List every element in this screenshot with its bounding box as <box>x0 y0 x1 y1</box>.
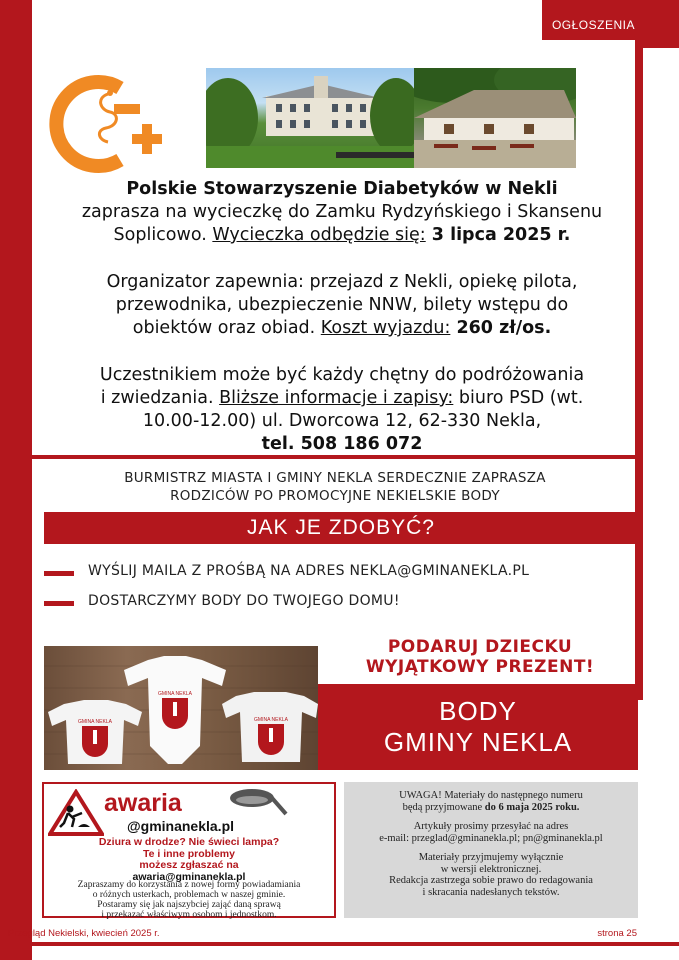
body-gminy-nekla-banner <box>318 684 638 770</box>
page-number: strona 25 <box>597 928 637 939</box>
notice-line-3: Artykuły prosimy przesyłać na adres <box>413 821 569 832</box>
cost-label: Koszt wyjazdu: <box>320 318 451 338</box>
step-2-bullet <box>44 601 74 606</box>
notice-emails: e-mail: przeglad@gminanekla.pl; pn@gminanekla.pl <box>379 832 603 844</box>
organizer-line-3: obiektów oraz obiad. Koszt wyjazdu: 260 zł/os. <box>132 318 552 338</box>
awaria-d1: Zapraszamy do korzystania z nowej formy powiadamiania <box>77 880 301 890</box>
notice-line-8: i skracania nadesłanych tekstów. <box>422 886 560 898</box>
gift-line-1: PODARUJ DZIECKU <box>387 637 573 657</box>
awaria-email: awaria@gminanekla.pl <box>132 870 246 883</box>
gift-slogan <box>330 637 630 677</box>
castle-photo <box>206 68 414 168</box>
notice-line-1: UWAGA! Materiały do następnego numeru <box>399 790 583 801</box>
banner-line-2: GMINY NEKLA <box>383 727 573 757</box>
garment-label-right: GMINA NEKLA <box>254 717 288 723</box>
editorial-notice-box <box>344 782 638 918</box>
invite-line-2: RODZICÓW PO PROMOCYJNE NEKIELSKIE BODY <box>170 488 500 504</box>
info-line-2: i zwiedzania. Bliższe informacje i zapisy: biuro PSD (wt. <box>100 388 584 408</box>
how-to-get-banner <box>44 512 638 544</box>
org-name: Polskie Stowarzyszenie Diabetyków w Nekli <box>126 179 558 199</box>
section-tag: OGŁOSZENIA <box>551 18 635 32</box>
garment-label-center: GMINA NEKLA <box>158 691 192 697</box>
awaria-domain: @gminanekla.pl <box>127 818 235 834</box>
awaria-q3: możesz zgłaszać na <box>139 859 239 871</box>
cost-value: 260 zł/os. <box>450 318 552 338</box>
awaria-d3: Postaramy się jak najszybciej zająć daną sprawą <box>97 900 281 910</box>
trip-date-label: Wycieczka odbędzie się: <box>212 225 426 245</box>
phone-number: tel. 508 186 072 <box>261 434 423 454</box>
organizer-line-1: Organizator zapewnia: przejazd z Nekli, opiekę pilota, <box>106 272 578 292</box>
invite-line-1: BURMISTRZ MIASTA I GMINY NEKLA SERDECZNIE ZAPRASZA <box>124 470 546 486</box>
gift-line-2: WYJĄTKOWY PREZENT! <box>365 657 595 677</box>
awaria-title: awaria <box>104 789 182 817</box>
notice-deadline: do 6 maja 2025 roku. <box>484 801 580 813</box>
publication-footer: Przegląd Nekielski, kwiecień 2025 r. <box>8 928 160 939</box>
baby-bodysuits-photo <box>44 646 318 770</box>
awaria-d4: i przekazać właściwym osobom i jednostkom. <box>101 910 277 920</box>
how-to-get-title: JAK JE ZDOBYĆ? <box>247 516 435 539</box>
awaria-description <box>48 880 330 920</box>
roadwork-warning-icon <box>48 789 104 837</box>
banner-line-1: BODY <box>439 696 517 726</box>
pharmacy-logo-icon <box>48 68 168 178</box>
awaria-q2: Te i inne problemy <box>143 847 235 860</box>
skansen-photo <box>414 68 576 168</box>
trip-line-1: zaprasza na wycieczkę do Zamku Rydzyńskiego i Skansenu <box>81 202 603 222</box>
street-lamp-icon <box>226 784 288 820</box>
awaria-q1: Dziura w drodze? Nie świeci lampa? <box>98 836 280 848</box>
notice-line-2: będą przyjmowane do 6 maja 2025 roku. <box>402 801 580 813</box>
garment-label-left: GMINA NEKLA <box>78 719 112 725</box>
section-divider <box>32 455 636 459</box>
trip-date: 3 lipca 2025 r. <box>425 225 571 245</box>
psd-announcement <box>62 178 622 456</box>
step-1-text: WYŚLIJ MAILA Z PROŚBĄ NA ADRES NEKLA@GMINANEKLA.PL <box>88 563 530 579</box>
body-invitation <box>50 469 620 505</box>
organizer-line-2: przewodnika, ubezpieczenie NNW, bilety wstępu do <box>115 295 569 315</box>
footer-line <box>0 942 679 946</box>
trip-line-2: Soplicowo. Wycieczka odbędzie się: 3 lipca 2025 r. <box>113 225 571 245</box>
notice-line-5: Materiały przyjmujemy wyłącznie <box>418 852 564 863</box>
notice-line-6: w wersji elektronicznej. <box>440 863 542 875</box>
info-line-1: Uczestnikiem może być każdy chętny do podróżowania <box>99 365 585 385</box>
awaria-d2: o różnych usterkach, problemach w naszej gminie. <box>92 890 286 900</box>
awaria-question <box>48 837 330 883</box>
step-2-text: DOSTARCZYMY BODY DO TWOJEGO DOMU! <box>88 593 400 609</box>
info-line-3: 10.00-12.00) ul. Dworcowa 12, 62-330 Nekla, <box>142 411 542 431</box>
step-1-bullet <box>44 571 74 576</box>
left-accent-bar <box>0 0 32 960</box>
notice-line-7: Redakcja zastrzega sobie prawo do redagowania <box>389 875 593 886</box>
right-accent-bar <box>635 40 643 700</box>
info-label: Bliższe informacje i zapisy: <box>219 388 454 408</box>
